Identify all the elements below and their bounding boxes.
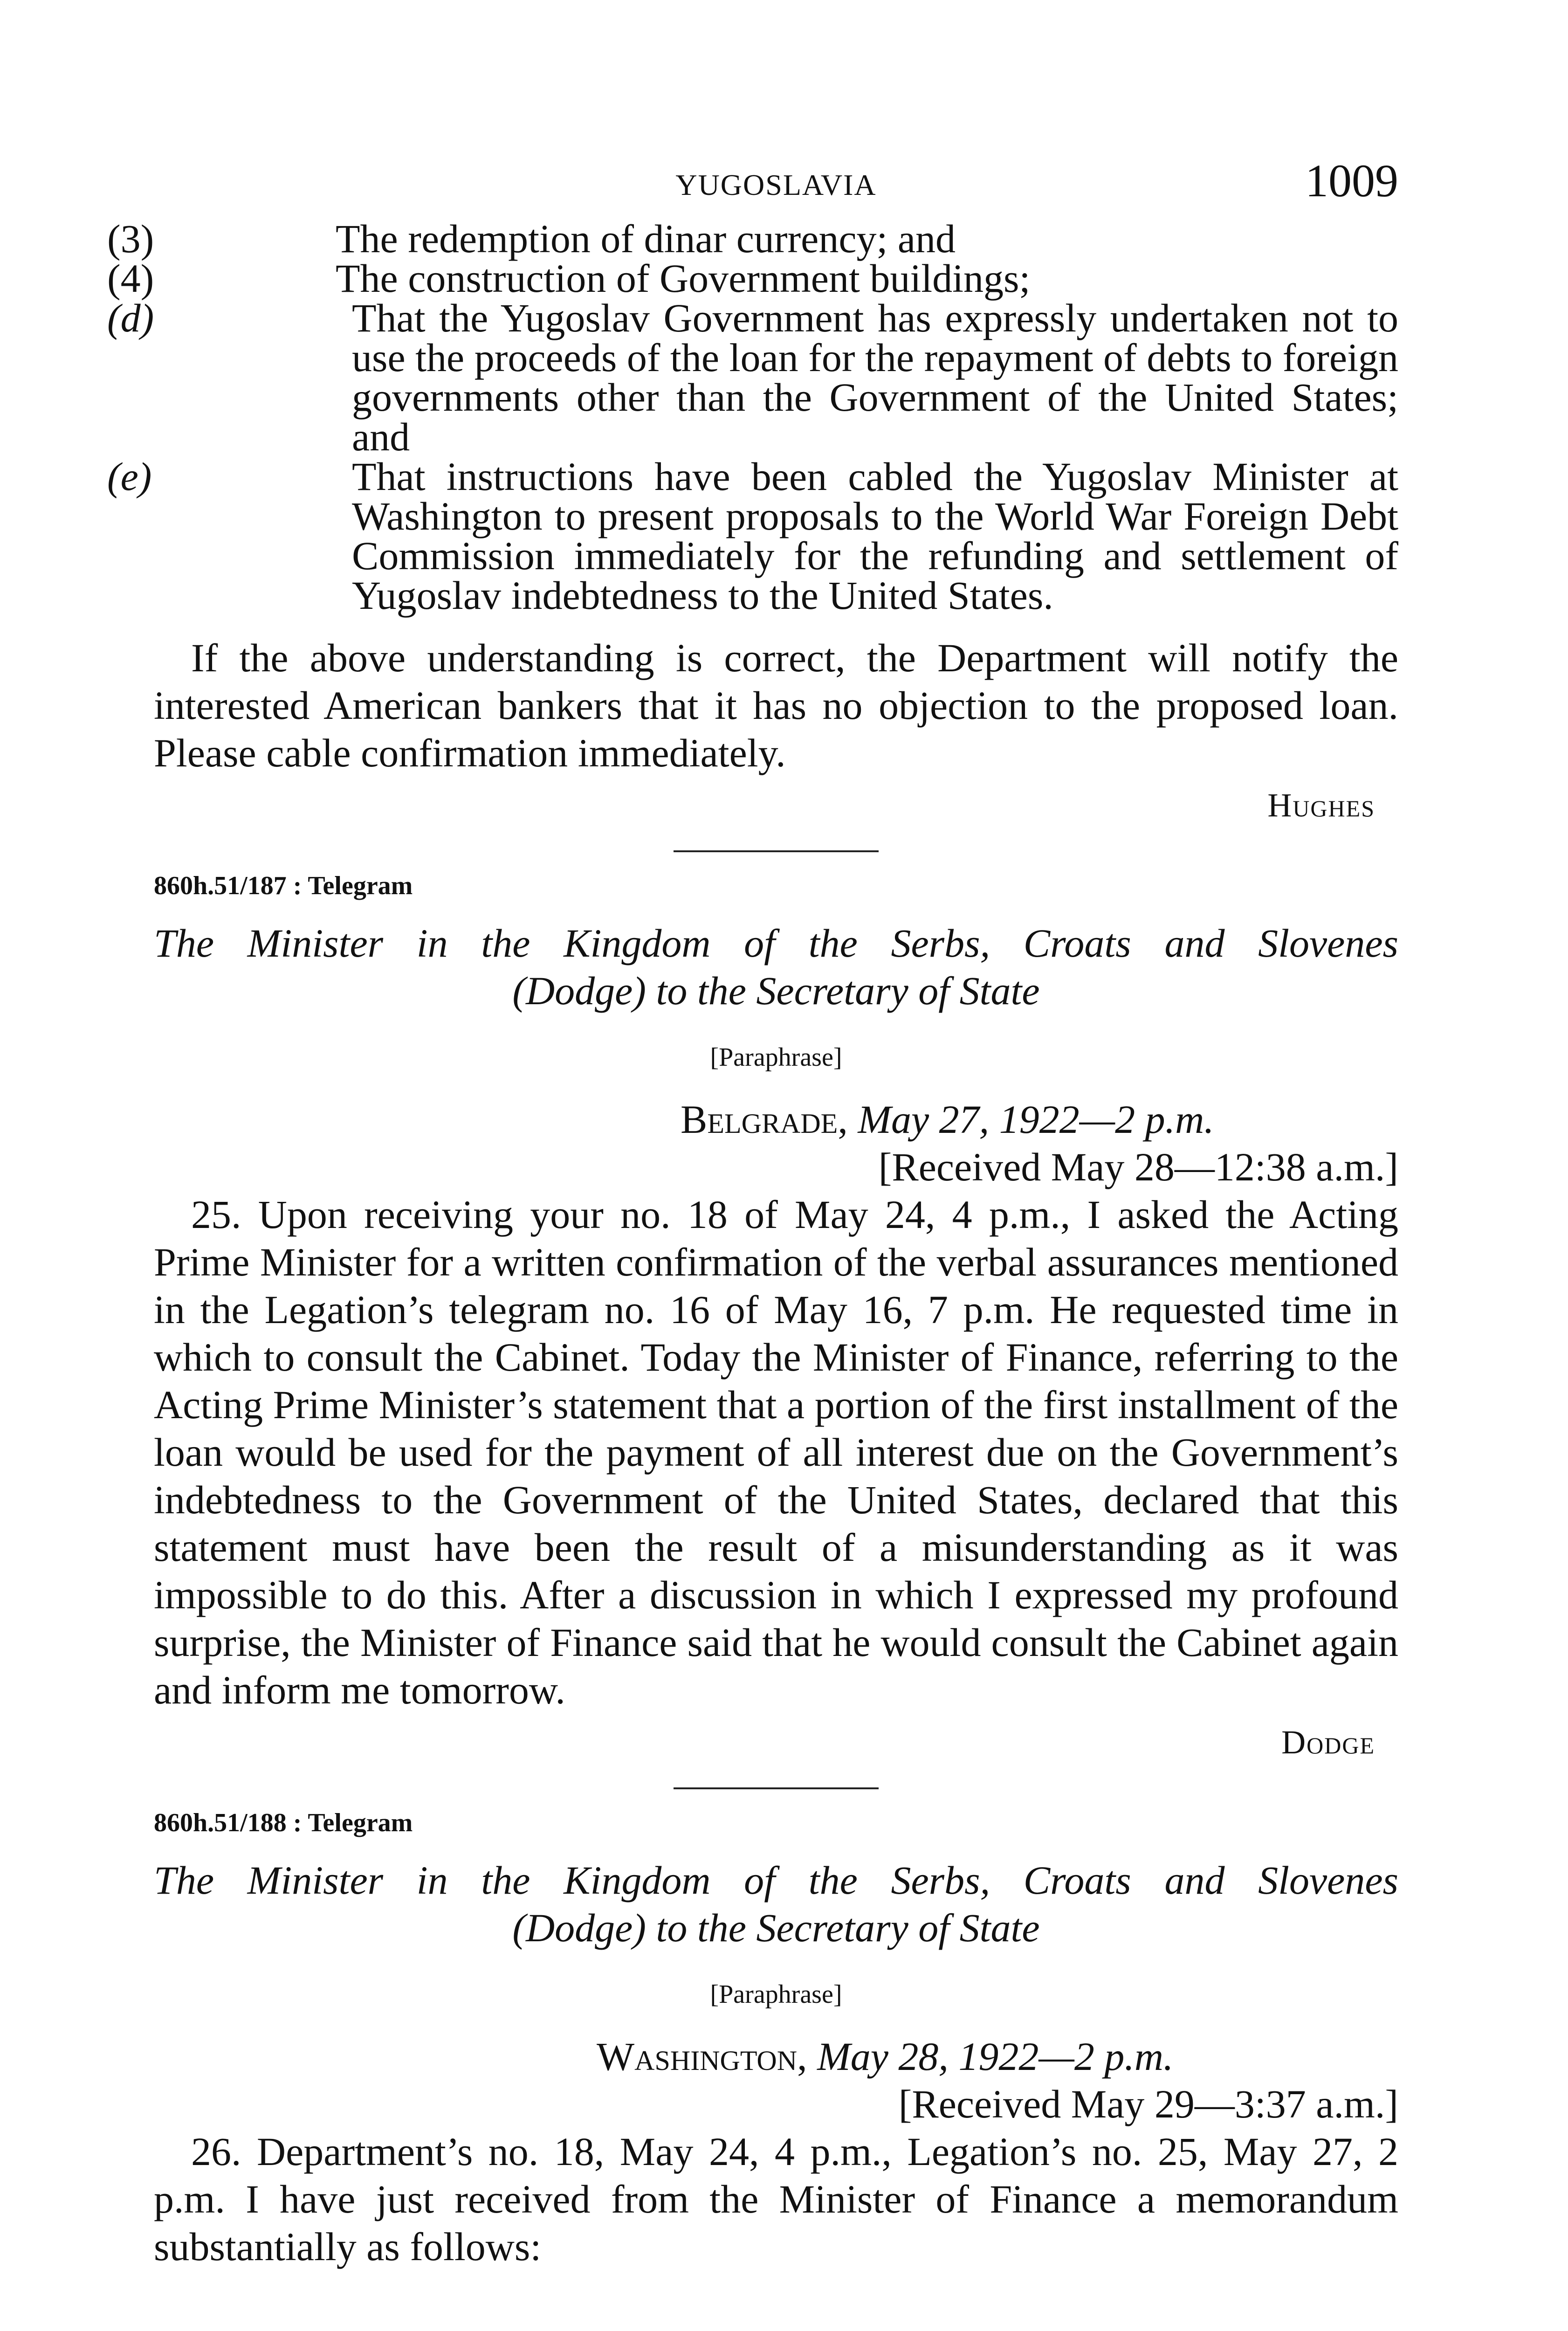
paraphrase-label: [Paraphrase] — [710, 1043, 842, 1072]
dateline-place: Washington, — [597, 2034, 807, 2079]
dateline — [154, 1096, 1398, 1143]
list-item-3 — [107, 216, 1398, 261]
list-marker: (3) — [107, 216, 154, 261]
paraphrase-label: [Paraphrase] — [710, 1980, 842, 2009]
telegram-body: 25. Upon receiving your no. 18 of May 24, 4 p.m., I asked the Acting Prime Minister for a written confirmation of the verbal assurances mentioned in the Legation’s telegram no. 16 of May 16, 7 p.m. He requested time in which to consult the Cabinet. Today the Minister of Finance, referring to the Acting Prime Minister’s statement that a portion of the first installment of the loan would be used for the payment of all interest due on the Government’s indebtedness to the Government of the United States, declared that this statement must have been the result of a misunderstanding as it was impossible to do this. After a discussion in which I expressed my profound surprise, the Minister of Finance said that he would consult the Cabinet again and inform me tomorrow. — [154, 1192, 1398, 1712]
signature-hughes: Hughes — [1267, 786, 1375, 824]
file-id: 860h.51/188 : Telegram — [154, 1808, 413, 1837]
document-title — [154, 919, 1398, 1014]
file-id: 860h.51/187 : Telegram — [154, 871, 413, 900]
dateline — [154, 2033, 1398, 2080]
list-item-text: The construction of Government buildings; — [336, 256, 1031, 301]
document-title — [154, 1856, 1398, 1952]
list-item-d — [107, 296, 1398, 459]
section-divider — [674, 1787, 879, 1789]
list-item-text: That the Yugoslav Government has expressly undertaken not to use the proceeds of the loan for the repayment of debts to foreign governments other than the Government of the United States; and — [352, 296, 1398, 459]
closing-paragraph: If the above understanding is correct, the Department will notify the interested American bankers that it has no objection to the proposed loan. Please cable confirmation immediately. — [154, 635, 1398, 775]
list-item-e — [107, 454, 1398, 618]
section-divider — [674, 850, 879, 852]
dateline-date: May 28, 1922—2 p.m. — [817, 2034, 1174, 2079]
list-item-text: The redemption of dinar currency; and — [336, 216, 956, 261]
list-marker: (d) — [107, 296, 154, 340]
document-page — [107, 154, 1398, 2270]
title-line-2: (Dodge) to the Secretary of State — [512, 968, 1040, 1013]
telegram-body: 26. Department’s no. 18, May 24, 4 p.m., Legation’s no. 25, May 27, 2 p.m. I have just received from the Minister of Finance a memorandum substantially as follows: — [154, 2129, 1398, 2269]
received-line: [Received May 28—12:38 a.m.] — [878, 1145, 1398, 1189]
list-item-text: That instructions have been cabled the Yugoslav Minister at Washington to present proposals to the World War Foreign Debt Commission immediately for the refunding and settlement of Yugoslav indebtedness to the United States. — [352, 454, 1398, 618]
running-head: YUGOSLAVIA — [675, 168, 877, 201]
received-line: [Received May 29—3:37 a.m.] — [898, 2082, 1398, 2126]
dateline-date: May 27, 1922—2 p.m. — [858, 1097, 1214, 1142]
list-item-4 — [107, 256, 1398, 301]
signature-dodge: Dodge — [1281, 1724, 1375, 1761]
dateline-place: Belgrade, — [681, 1097, 848, 1142]
page-header — [154, 154, 1398, 219]
title-line-1: The Minister in the Kingdom of the Serbs, Croats and Slovenes — [154, 921, 1398, 966]
page-number: 1009 — [1305, 155, 1398, 207]
title-line-1: The Minister in the Kingdom of the Serbs, Croats and Slovenes — [154, 1858, 1398, 1903]
list-marker: (e) — [107, 454, 152, 499]
title-line-2: (Dodge) to the Secretary of State — [512, 1905, 1040, 1950]
list-marker: (4) — [107, 256, 154, 301]
